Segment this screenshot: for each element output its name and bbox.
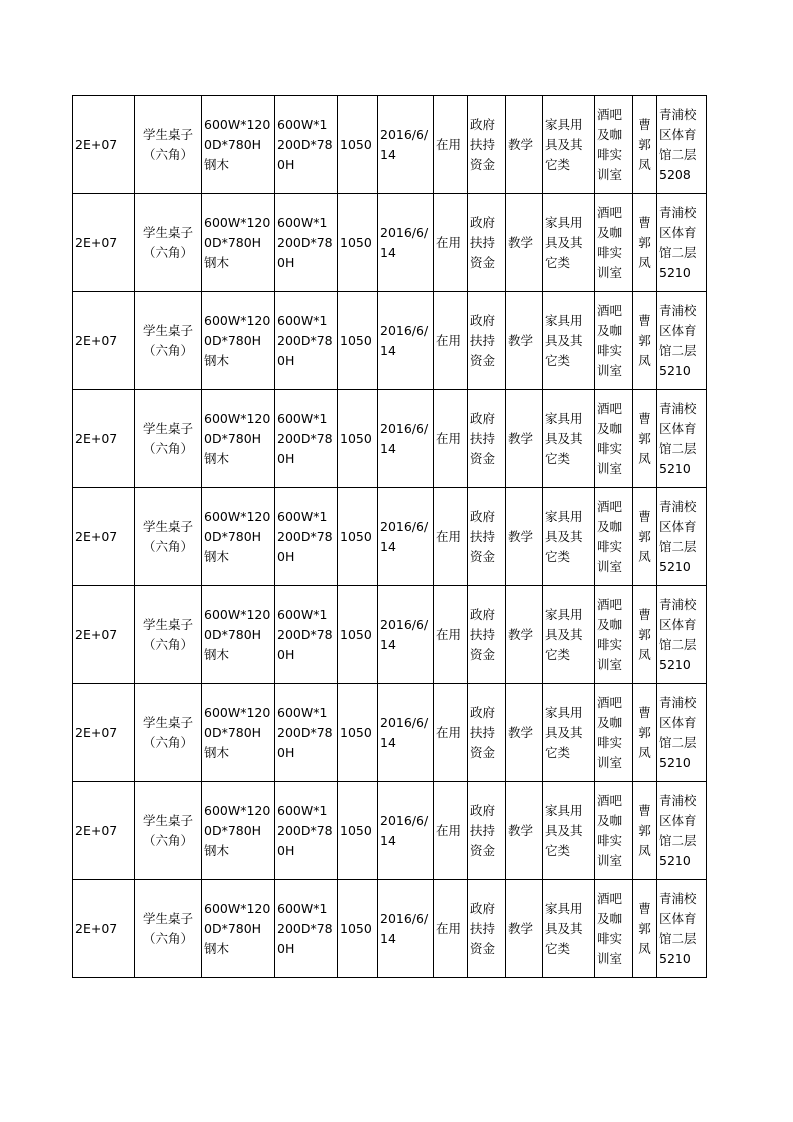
fund-source-cell: 政府扶持资金 xyxy=(468,684,506,782)
model-cell: 600W*1200D*780H xyxy=(275,684,338,782)
model-cell: 600W*1200D*780H xyxy=(275,292,338,390)
asset-name-cell: 学生桌子（六角） xyxy=(135,684,202,782)
category-cell: 家具用具及其它类 xyxy=(543,586,595,684)
table-row xyxy=(73,880,707,978)
location-cell: 青浦校区体育馆二层5208 xyxy=(657,96,707,194)
usage-cell: 教学 xyxy=(506,292,543,390)
price-cell: 1050 xyxy=(338,880,378,978)
location-cell: 青浦校区体育馆二层5210 xyxy=(657,684,707,782)
table-row xyxy=(73,96,707,194)
asset-name-cell: 学生桌子（六角） xyxy=(135,586,202,684)
location-cell: 青浦校区体育馆二层5210 xyxy=(657,488,707,586)
location-cell: 青浦校区体育馆二层5210 xyxy=(657,194,707,292)
price-cell: 1050 xyxy=(338,684,378,782)
table-row xyxy=(73,390,707,488)
keeper-cell: 曹郭凤 xyxy=(633,96,657,194)
model-cell: 600W*1200D*780H xyxy=(275,488,338,586)
keeper-cell: 曹郭凤 xyxy=(633,488,657,586)
price-cell: 1050 xyxy=(338,782,378,880)
keeper-cell: 曹郭凤 xyxy=(633,684,657,782)
asset-id-cell: 2E+07 xyxy=(73,782,135,880)
spec-cell: 600W*1200D*780H钢木 xyxy=(202,194,275,292)
asset-name-cell: 学生桌子（六角） xyxy=(135,880,202,978)
asset-name-cell: 学生桌子（六角） xyxy=(135,390,202,488)
asset-id-cell: 2E+07 xyxy=(73,880,135,978)
fund-source-cell: 政府扶持资金 xyxy=(468,488,506,586)
category-cell: 家具用具及其它类 xyxy=(543,194,595,292)
department-cell: 酒吧及咖啡实训室 xyxy=(595,586,633,684)
asset-id-cell: 2E+07 xyxy=(73,390,135,488)
spec-cell: 600W*1200D*780H钢木 xyxy=(202,782,275,880)
category-cell: 家具用具及其它类 xyxy=(543,96,595,194)
date-cell: 2016/6/14 xyxy=(378,96,434,194)
price-cell: 1050 xyxy=(338,390,378,488)
date-cell: 2016/6/14 xyxy=(378,880,434,978)
date-cell: 2016/6/14 xyxy=(378,488,434,586)
fund-source-cell: 政府扶持资金 xyxy=(468,880,506,978)
keeper-cell: 曹郭凤 xyxy=(633,586,657,684)
asset-name-cell: 学生桌子（六角） xyxy=(135,292,202,390)
usage-cell: 教学 xyxy=(506,782,543,880)
asset-name-cell: 学生桌子（六角） xyxy=(135,194,202,292)
asset-name-cell: 学生桌子（六角） xyxy=(135,488,202,586)
spec-cell: 600W*1200D*780H钢木 xyxy=(202,96,275,194)
asset-table xyxy=(72,95,707,978)
department-cell: 酒吧及咖啡实训室 xyxy=(595,96,633,194)
category-cell: 家具用具及其它类 xyxy=(543,390,595,488)
date-cell: 2016/6/14 xyxy=(378,586,434,684)
usage-cell: 教学 xyxy=(506,684,543,782)
usage-cell: 教学 xyxy=(506,390,543,488)
fund-source-cell: 政府扶持资金 xyxy=(468,782,506,880)
date-cell: 2016/6/14 xyxy=(378,782,434,880)
price-cell: 1050 xyxy=(338,194,378,292)
location-cell: 青浦校区体育馆二层5210 xyxy=(657,586,707,684)
department-cell: 酒吧及咖啡实训室 xyxy=(595,684,633,782)
asset-id-cell: 2E+07 xyxy=(73,292,135,390)
department-cell: 酒吧及咖啡实训室 xyxy=(595,194,633,292)
usage-cell: 教学 xyxy=(506,96,543,194)
status-cell: 在用 xyxy=(434,292,468,390)
asset-id-cell: 2E+07 xyxy=(73,684,135,782)
asset-id-cell: 2E+07 xyxy=(73,194,135,292)
keeper-cell: 曹郭凤 xyxy=(633,782,657,880)
price-cell: 1050 xyxy=(338,292,378,390)
keeper-cell: 曹郭凤 xyxy=(633,390,657,488)
table-row xyxy=(73,586,707,684)
model-cell: 600W*1200D*780H xyxy=(275,880,338,978)
date-cell: 2016/6/14 xyxy=(378,292,434,390)
location-cell: 青浦校区体育馆二层5210 xyxy=(657,390,707,488)
spec-cell: 600W*1200D*780H钢木 xyxy=(202,880,275,978)
asset-name-cell: 学生桌子（六角） xyxy=(135,782,202,880)
asset-name-cell: 学生桌子（六角） xyxy=(135,96,202,194)
date-cell: 2016/6/14 xyxy=(378,194,434,292)
date-cell: 2016/6/14 xyxy=(378,390,434,488)
location-cell: 青浦校区体育馆二层5210 xyxy=(657,782,707,880)
table-row xyxy=(73,292,707,390)
department-cell: 酒吧及咖啡实训室 xyxy=(595,390,633,488)
location-cell: 青浦校区体育馆二层5210 xyxy=(657,880,707,978)
model-cell: 600W*1200D*780H xyxy=(275,194,338,292)
department-cell: 酒吧及咖啡实训室 xyxy=(595,292,633,390)
date-cell: 2016/6/14 xyxy=(378,684,434,782)
status-cell: 在用 xyxy=(434,782,468,880)
status-cell: 在用 xyxy=(434,194,468,292)
asset-id-cell: 2E+07 xyxy=(73,96,135,194)
status-cell: 在用 xyxy=(434,880,468,978)
model-cell: 600W*1200D*780H xyxy=(275,586,338,684)
price-cell: 1050 xyxy=(338,488,378,586)
category-cell: 家具用具及其它类 xyxy=(543,488,595,586)
keeper-cell: 曹郭凤 xyxy=(633,194,657,292)
spec-cell: 600W*1200D*780H钢木 xyxy=(202,292,275,390)
price-cell: 1050 xyxy=(338,96,378,194)
status-cell: 在用 xyxy=(434,684,468,782)
model-cell: 600W*1200D*780H xyxy=(275,390,338,488)
fund-source-cell: 政府扶持资金 xyxy=(468,586,506,684)
model-cell: 600W*1200D*780H xyxy=(275,96,338,194)
keeper-cell: 曹郭凤 xyxy=(633,292,657,390)
category-cell: 家具用具及其它类 xyxy=(543,782,595,880)
fund-source-cell: 政府扶持资金 xyxy=(468,96,506,194)
category-cell: 家具用具及其它类 xyxy=(543,880,595,978)
department-cell: 酒吧及咖啡实训室 xyxy=(595,782,633,880)
status-cell: 在用 xyxy=(434,96,468,194)
usage-cell: 教学 xyxy=(506,194,543,292)
table-row xyxy=(73,782,707,880)
spec-cell: 600W*1200D*780H钢木 xyxy=(202,684,275,782)
table-row xyxy=(73,488,707,586)
department-cell: 酒吧及咖啡实训室 xyxy=(595,488,633,586)
table-row xyxy=(73,194,707,292)
price-cell: 1050 xyxy=(338,586,378,684)
asset-id-cell: 2E+07 xyxy=(73,586,135,684)
asset-id-cell: 2E+07 xyxy=(73,488,135,586)
status-cell: 在用 xyxy=(434,586,468,684)
department-cell: 酒吧及咖啡实训室 xyxy=(595,880,633,978)
category-cell: 家具用具及其它类 xyxy=(543,684,595,782)
fund-source-cell: 政府扶持资金 xyxy=(468,390,506,488)
fund-source-cell: 政府扶持资金 xyxy=(468,194,506,292)
category-cell: 家具用具及其它类 xyxy=(543,292,595,390)
model-cell: 600W*1200D*780H xyxy=(275,782,338,880)
usage-cell: 教学 xyxy=(506,586,543,684)
keeper-cell: 曹郭凤 xyxy=(633,880,657,978)
location-cell: 青浦校区体育馆二层5210 xyxy=(657,292,707,390)
usage-cell: 教学 xyxy=(506,488,543,586)
spec-cell: 600W*1200D*780H钢木 xyxy=(202,390,275,488)
usage-cell: 教学 xyxy=(506,880,543,978)
spec-cell: 600W*1200D*780H钢木 xyxy=(202,586,275,684)
status-cell: 在用 xyxy=(434,390,468,488)
fund-source-cell: 政府扶持资金 xyxy=(468,292,506,390)
spec-cell: 600W*1200D*780H钢木 xyxy=(202,488,275,586)
table-row xyxy=(73,684,707,782)
status-cell: 在用 xyxy=(434,488,468,586)
